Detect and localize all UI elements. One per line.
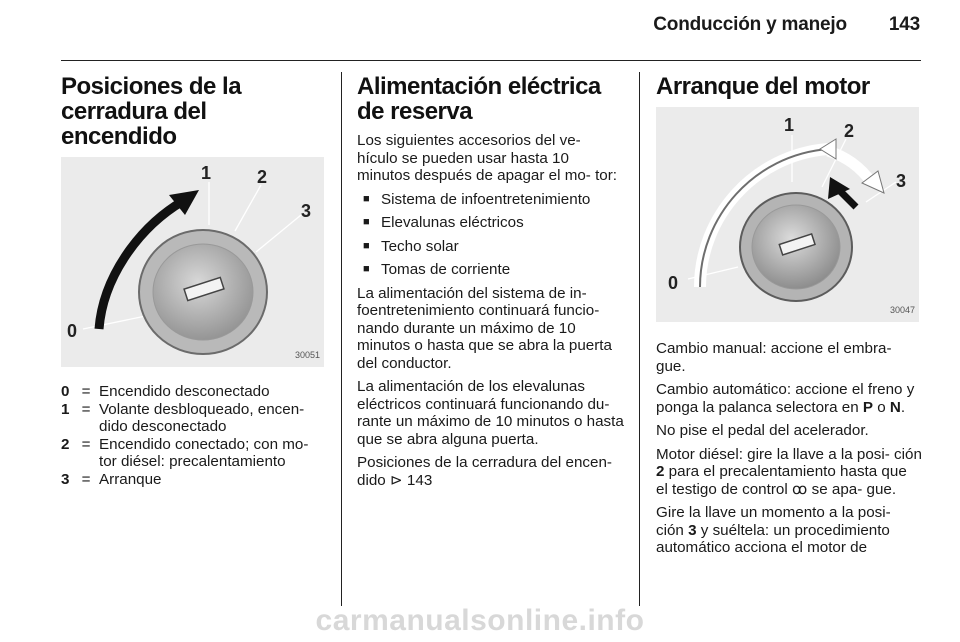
column-divider-1: [341, 72, 342, 606]
list-item: ■ Sistema de infoentretenimiento: [363, 190, 591, 208]
heading-engine-start: Arranque del motor: [656, 73, 870, 100]
watermark: carmanualsonline.info: [315, 604, 645, 637]
diagram-label-3: 3: [301, 201, 312, 221]
paragraph: No pise el pedal del acelerador.: [656, 422, 869, 439]
reference-arrow-icon: ⊳: [389, 471, 403, 489]
paragraph: La alimentación de los elevalunas eléctricos continuará funcionando du- rante un máximo de 10 minutos o hasta que se abra alguna puerta.: [357, 378, 624, 448]
ignition-start-drawing: [656, 107, 919, 322]
paragraph: Los siguientes accesorios del ve- hículo se pueden usar hasta 10 minutos después de apagar el mo- tor:: [357, 132, 618, 184]
column-reserve-power: [357, 74, 624, 495]
paragraph: Motor diésel: gire la llave a la posi- ción 2 para el precalentamiento hasta que el testigo de control ꝏ se apa- gue.: [656, 445, 922, 498]
figure-code: 30047: [889, 304, 915, 315]
legend-row: 1 = Volante desbloqueado, encen- dido desconectado: [61, 400, 305, 435]
page-number: 143: [888, 14, 920, 35]
diagram-label-2: 2: [844, 121, 855, 141]
diagram-label-3: 3: [896, 171, 907, 191]
accessory-list: [357, 191, 624, 279]
paragraph: Cambio automático: accione el freno y ponga la palanca selectora en P o N.: [656, 381, 915, 416]
ignition-diagram: [61, 157, 324, 367]
column-divider-2: [639, 72, 640, 606]
legend-row: 3 = Arranque: [61, 470, 162, 488]
figure-code: 30051: [294, 349, 320, 360]
diagram-label-1: 1: [784, 115, 795, 135]
glow-plug-icon: ꝏ: [791, 480, 808, 498]
position-legend: [61, 383, 324, 488]
paragraph: Cambio manual: accione el embra- gue.: [656, 340, 892, 375]
paragraph: La alimentación del sistema de in- foentretenimiento continuará funcio- nando durante un máximo de 10 minutos o hasta que se abra la puerta del conductor.: [357, 284, 612, 372]
diagram-label-0: 0: [67, 321, 78, 341]
gear-p: P: [862, 398, 874, 416]
paragraph: Gire la llave un momento a la posi- ción 3 y suéltela: un procedimiento automático acciona el motor de: [656, 504, 891, 556]
heading-ignition-positions: Posiciones de la cerradura del encendido: [61, 73, 242, 150]
header-rule: [61, 60, 921, 61]
heading-reserve-power: Alimentación eléctrica de reserva: [357, 73, 601, 125]
column-engine-start: [656, 74, 922, 563]
cross-reference: Posiciones de la cerradura del encen- dido ⊳ 143: [357, 454, 612, 489]
list-item: ■ Techo solar: [363, 237, 459, 255]
section-title: Conducción y manejo: [653, 14, 847, 35]
column-ignition-positions: [61, 74, 324, 488]
diagram-label-2: 2: [257, 167, 268, 187]
reference-link[interactable]: 143: [406, 471, 433, 489]
list-item: ■ Elevalunas eléctricos: [363, 214, 524, 231]
diagram-label-0: 0: [668, 273, 679, 293]
legend-row: 0 = Encendido desconectado: [61, 383, 270, 400]
page-header: [653, 14, 920, 36]
gear-n: N: [889, 398, 901, 416]
engine-start-diagram: [656, 107, 919, 322]
diagram-label-1: 1: [201, 163, 212, 183]
list-item: ■ Tomas de corriente: [363, 261, 511, 278]
legend-row: 2 = Encendido conectado; con mo- tor diésel: precalentamiento: [61, 435, 309, 470]
ignition-lock-drawing: [61, 157, 324, 367]
